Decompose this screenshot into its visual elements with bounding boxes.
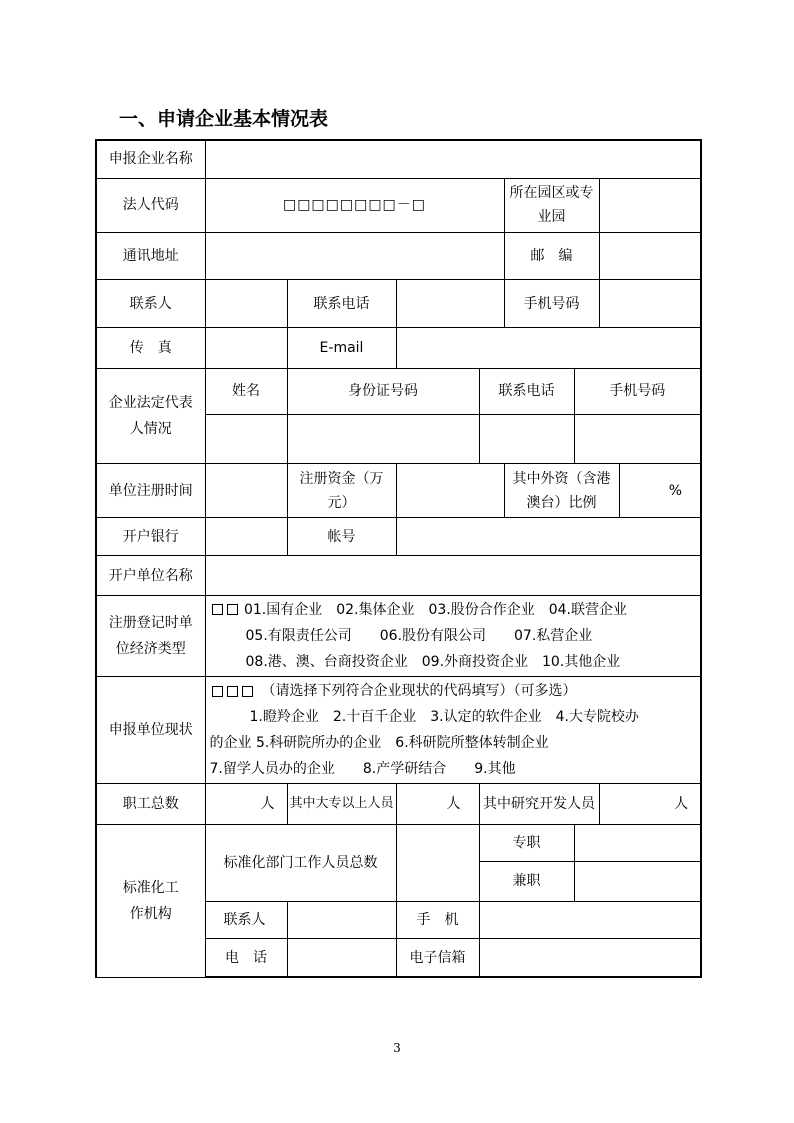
label-rnd: 其中研究开发人员 [479,784,599,824]
label-fax: 传 真 [96,328,205,368]
label-reg-capital: 注册资金（万元） [287,464,396,518]
postcode-field[interactable] [599,232,701,279]
application-form-table [95,139,702,978]
foreign-ratio-percent[interactable]: % [619,464,701,518]
std-staff-field[interactable] [396,824,479,901]
label-fulltime: 专职 [479,824,574,861]
bank-field[interactable] [205,518,287,556]
label-address: 通讯地址 [96,232,205,279]
std-phone-field[interactable] [287,939,396,977]
status-option-line-1: （请选择下列符合企业现状的代码填写）（可多选） [268,683,577,700]
status-code-box-3[interactable] [242,686,253,697]
label-staff-total: 职工总数 [96,784,205,824]
econ-code-box-1[interactable] [212,604,223,615]
label-postcode: 邮 编 [504,232,599,279]
fax-field[interactable] [205,328,287,368]
label-econ-type: 注册登记时单位经济类型 [96,595,205,676]
econ-option-line-2: 05.有限责任公司 06.股份有限公司 07.私营企业 [245,627,593,644]
econ-option-line-1: 01.国有企业 02.集体企业 03.股份合作企业 04.联营企业 [243,601,628,618]
econ-type-options[interactable] [205,595,701,676]
label-contact: 联系人 [96,280,205,328]
park-field[interactable] [599,178,701,232]
std-contact-field[interactable] [287,902,396,939]
fulltime-field[interactable] [574,824,701,861]
page-title: 一、申请企业基本情况表 [119,108,329,130]
label-bank: 开户银行 [96,518,205,556]
col-name: 姓名 [205,368,287,414]
label-std-staff: 标准化部门工作人员总数 [205,824,396,901]
label-contact-phone: 联系电话 [287,280,396,328]
company-name-field[interactable] [205,140,701,178]
status-option-line-3: 的企业 5.科研院所办的企业 6.科研院所整体转制企业 [209,735,549,752]
college-field[interactable]: 人 [396,784,479,824]
label-reg-time: 单位注册时间 [96,464,205,518]
status-code-box-1[interactable] [212,686,223,697]
label-legal-rep: 企业法定代表人情况 [96,368,205,463]
label-account: 帐号 [287,518,396,556]
label-company-name: 申报企业名称 [96,140,205,178]
label-status: 申报单位现状 [96,676,205,784]
rnd-field[interactable]: 人 [599,784,701,824]
col-id-number: 身份证号码 [287,368,479,414]
account-name-field[interactable] [205,556,701,595]
label-park: 所在园区或专业园 [504,178,599,232]
reg-time-field[interactable] [205,464,287,518]
status-options[interactable] [205,676,701,784]
status-option-line-2: 1.瞪羚企业 2.十百千企业 3.认定的软件企业 4.大专院校办 [249,709,639,726]
label-mobile: 手机号码 [504,280,599,328]
rep-id-field[interactable] [287,414,479,463]
econ-code-box-2[interactable] [227,604,238,615]
rep-name-field[interactable] [205,414,287,463]
col-rep-mobile: 手机号码 [574,368,701,414]
account-field[interactable] [396,518,701,556]
label-std-email: 电子信箱 [396,939,479,977]
std-email-field[interactable] [479,939,701,977]
mobile-field[interactable] [599,280,701,328]
label-college: 其中大专以上人员 [287,784,396,824]
label-std-mobile: 手 机 [396,902,479,939]
label-std-org: 标准化工作机构 [96,824,205,977]
col-rep-phone: 联系电话 [479,368,574,414]
rep-phone-field[interactable] [479,414,574,463]
label-std-contact: 联系人 [205,902,287,939]
label-legal-code: 法人代码 [96,178,205,232]
status-code-box-2[interactable] [227,686,238,697]
email-field[interactable] [396,328,701,368]
reg-capital-field[interactable] [396,464,504,518]
std-mobile-field[interactable] [479,902,701,939]
label-parttime: 兼职 [479,861,574,901]
label-account-name: 开户单位名称 [96,556,205,595]
label-foreign-ratio: 其中外资（含港澳台）比例 [504,464,619,518]
status-option-line-4: 7.留学人员办的企业 8.产学研结合 9.其他 [209,761,516,778]
contact-phone-field[interactable] [396,280,504,328]
page-number: 3 [393,1041,401,1055]
rep-mobile-field[interactable] [574,414,701,463]
label-std-phone: 电 话 [205,939,287,977]
label-email: E-mail [287,328,396,368]
address-field[interactable] [205,232,504,279]
contact-field[interactable] [205,280,287,328]
legal-code-field[interactable]: □□□□□□□□－□ [205,178,504,232]
econ-option-line-3: 08.港、澳、台商投资企业 09.外商投资企业 10.其他企业 [245,653,621,670]
staff-total-field[interactable]: 人 [205,784,287,824]
parttime-field[interactable] [574,861,701,901]
